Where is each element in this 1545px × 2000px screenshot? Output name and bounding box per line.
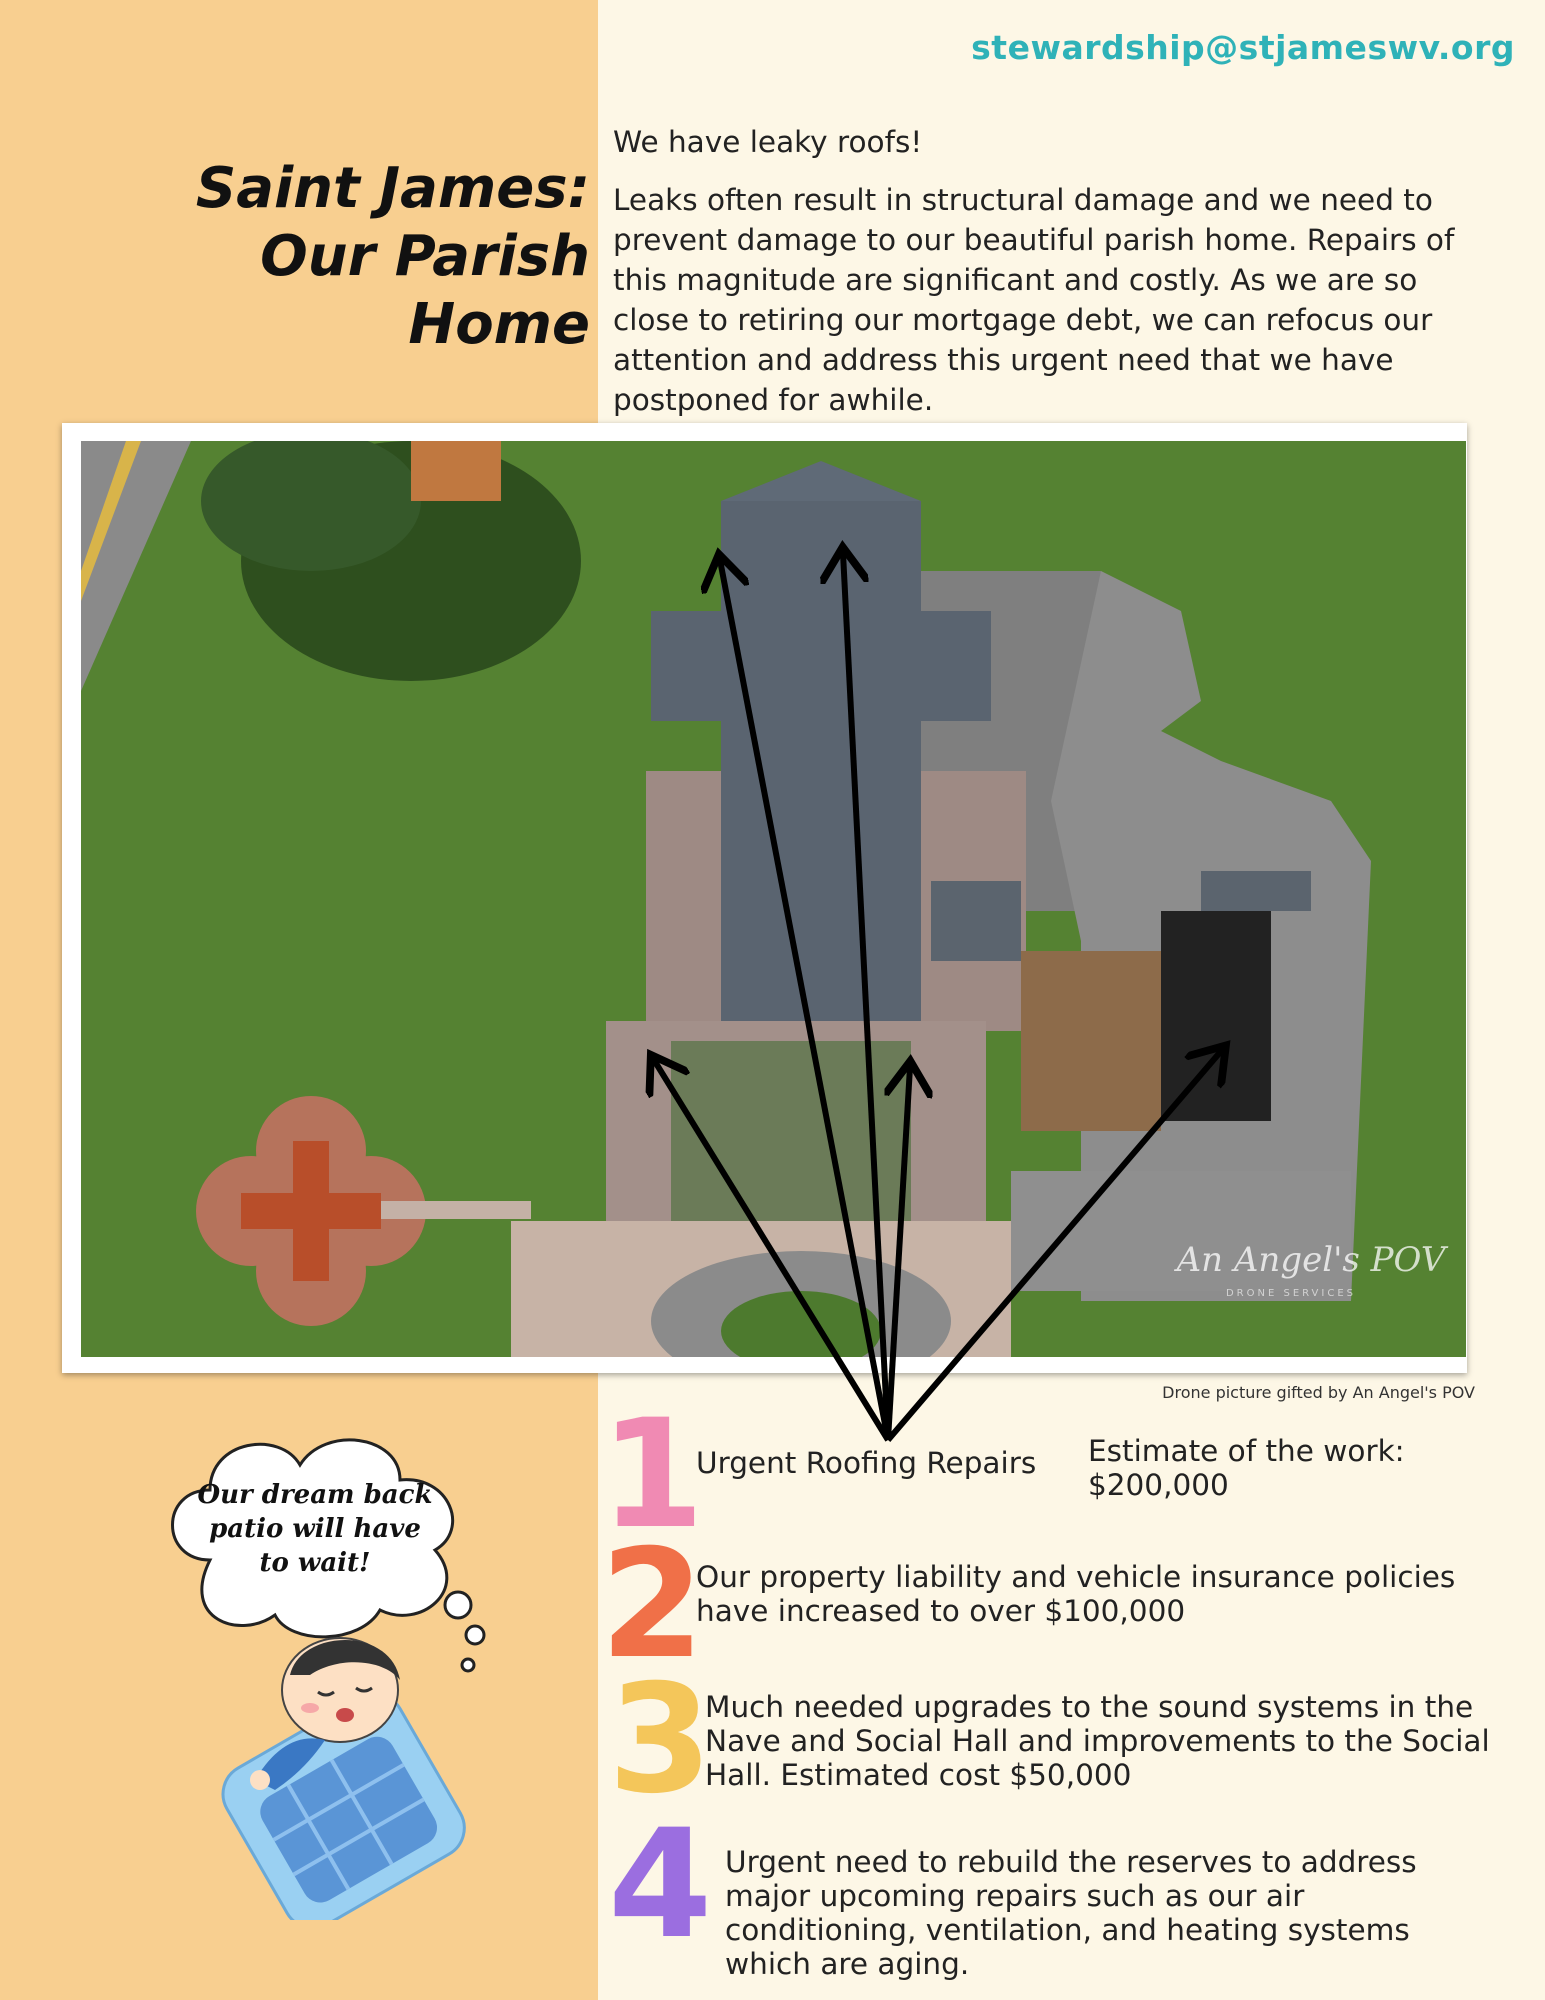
watermark: An Angel's POV (1176, 1240, 1446, 1280)
title-line-2: Our Parish Home (260, 224, 590, 357)
page-title (60, 155, 590, 359)
item-2-number: 2 (600, 1518, 705, 1692)
item-1-number: 1 (600, 1388, 705, 1562)
estimate-label: Estimate of the work: (1088, 1434, 1405, 1468)
intro-lead: We have leaky roofs! (613, 125, 923, 159)
item-1-estimate (1088, 1434, 1405, 1502)
item-4-number: 4 (608, 1798, 713, 1972)
intro-paragraph: Leaks often result in structural damage and we need to prevent damage to our beautiful parish home. Repairs of this magnitude are significant and costly. As we are so close to retiring our mortgage debt, we can refocus our attention and address this urgent need that we have postponed for awhile. (613, 183, 1455, 417)
thought-bubble-text: Our dream back patio will have to wait! (197, 1480, 433, 1578)
aerial-photo (81, 441, 1466, 1357)
item-3-number: 3 (608, 1653, 713, 1827)
sleeping-boy-illustration (160, 1620, 480, 1924)
item-3-text: Much needed upgrades to the sound systems in the Nave and Social Hall and improvements to the Social Hall. Estimated cost $50,000 (705, 1690, 1490, 1792)
title-line-1: Saint James: (195, 156, 590, 221)
item-4-text: Urgent need to rebuild the reserves to address major upcoming repairs such as our air conditioning, ventilation, and heating systems which are aging. (725, 1845, 1417, 1981)
item-1-text: Urgent Roofing Repairs (696, 1446, 1037, 1480)
contact-email[interactable]: stewardship@stjameswv.org (971, 28, 1515, 67)
estimate-value: $200,000 (1088, 1468, 1229, 1502)
item-2-text: Our property liability and vehicle insurance policies have increased to over $100,000 (696, 1560, 1456, 1628)
aerial-photo-illustration (81, 441, 1466, 1357)
intro-text (613, 122, 1493, 438)
photo-credit: Drone picture gifted by An Angel's POV (1162, 1383, 1475, 1402)
watermark-sub: DRONE SERVICES (1225, 1288, 1357, 1299)
